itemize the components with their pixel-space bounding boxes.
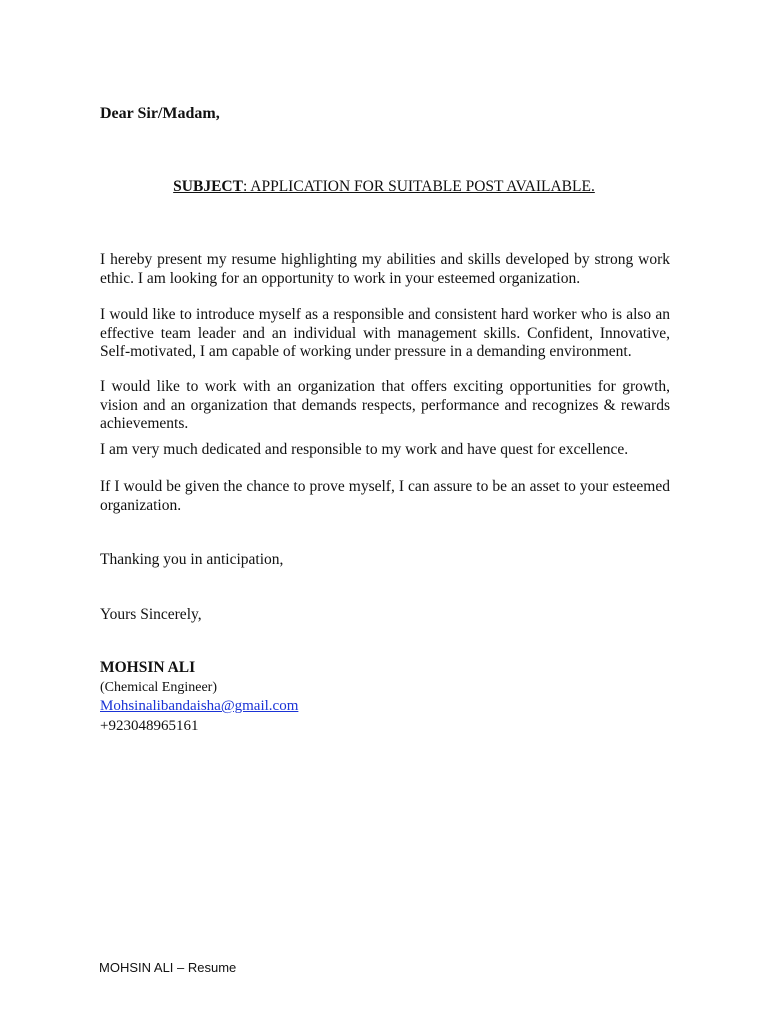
phone-number: +923048965161 [100,718,199,734]
closing-thanks: Thanking you in anticipation, [100,551,284,568]
signature-name: MOHSIN ALI [100,659,196,676]
closing-signoff: Yours Sincerely, [100,606,202,623]
signature-title: (Chemical Engineer) [100,680,218,695]
body-paragraph-1: I hereby present my resume highlighting my abilities and skills developed by strong work ethic. I am looking for an opportunity to work in your esteemed organization. [100,251,670,287]
page-footer: MOHSIN ALI – Resume [99,960,237,975]
salutation: Dear Sir/Madam, [100,105,220,122]
body-paragraph-5: If I would be given the chance to prove myself, I can assure to be an asset to your esteemed organization. [100,478,670,514]
email-link[interactable]: Mohsinalibandaisha@gmail.com [100,698,299,714]
subject-text: : APPLICATION FOR SUITABLE POST AVAILABLE. [242,178,595,195]
body-paragraph-4: I am very much dedicated and responsible to my work and have quest for excellence. [100,441,629,458]
body-paragraph-3: I would like to work with an organization that offers exciting opportunities for growth, vision and an organization that demands respects, performance and recognizes & rewards achievements. [100,378,670,432]
subject-label: SUBJECT [173,178,243,195]
body-paragraph-2: I would like to introduce myself as a responsible and consistent hard worker who is also an effective team leader and an individual with management skills. Confident, Innovative, Self-motivated, I am capable of working under pressure in a demanding environment. [100,306,670,360]
subject-line [0,178,768,196]
